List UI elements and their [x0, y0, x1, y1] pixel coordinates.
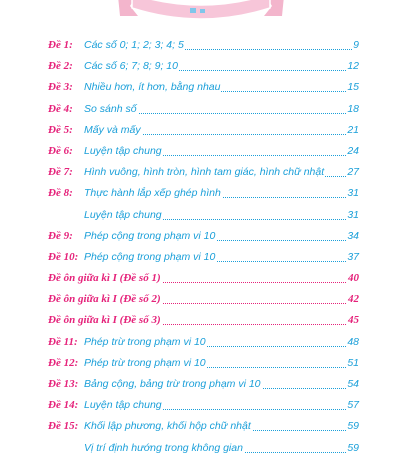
entry-page-number: 12 [346, 56, 359, 77]
ribbon-banner [118, 0, 284, 20]
entry-page-number: 40 [347, 268, 359, 289]
entry-page-number: 59 [346, 438, 359, 459]
entry-title: Đề ôn giữa kì I (Đề số 3) [48, 310, 162, 331]
entry-page-number: 18 [346, 99, 359, 120]
entry-title: Luyện tập chung [84, 395, 163, 416]
entry-label: Đề 2: [48, 60, 73, 73]
toc-entry[interactable] [0, 353, 400, 374]
entry-title: Khối lập phương, khối hộp chữ nhật [84, 416, 252, 437]
entry-title: Nhiều hơn, ít hơn, bằng nhau [84, 77, 221, 98]
entry-page-number: 37 [346, 247, 359, 268]
toc-entry[interactable] [0, 310, 400, 331]
entry-title: Vị trí định hướng trong không gian [84, 438, 244, 459]
toc-entry[interactable] [0, 416, 400, 437]
entry-title: Các số 0; 1; 2; 3; 4; 5 [84, 35, 185, 56]
entry-title: Bảng cộng, bảng trừ trong phạm vi 10 [84, 374, 262, 395]
toc-entry[interactable] [0, 226, 400, 247]
entry-page-number: 27 [346, 162, 359, 183]
entry-page-number: 59 [346, 416, 359, 437]
entry-title: Luyện tập chung [84, 141, 163, 162]
entry-page-number: 34 [346, 226, 359, 247]
entry-title: Đề ôn giữa kì I (Đề số 2) [48, 289, 162, 310]
entry-label: Đề 1: [48, 39, 73, 51]
toc-entry[interactable] [0, 162, 400, 183]
table-of-contents [0, 35, 400, 459]
toc-entry[interactable] [0, 99, 400, 120]
entry-page-number: 15 [346, 77, 359, 98]
toc-entry[interactable] [0, 268, 400, 289]
entry-title: Thực hành lắp xếp ghép hình [84, 183, 222, 204]
entry-title: Phép trừ trong phạm vi 10 [84, 353, 207, 374]
entry-title: Phép cộng trong phạm vi 10 [84, 247, 216, 268]
entry-label: Đề 5: [48, 123, 73, 136]
toc-entry[interactable] [0, 120, 400, 141]
entry-title: Đề ôn giữa kì I (Đề số 1) [48, 268, 162, 289]
toc-entry[interactable] [0, 141, 400, 162]
entry-page-number: 48 [346, 332, 359, 353]
entry-label: Đề 8: [48, 187, 73, 200]
toc-entry[interactable] [0, 289, 400, 310]
entry-title: Luyện tập chung [84, 205, 163, 226]
entry-page-number: 45 [347, 310, 359, 331]
entry-label: Đề 9: [48, 229, 73, 242]
toc-entry[interactable] [0, 183, 400, 204]
toc-entry[interactable] [0, 77, 400, 98]
entry-title: Hình vuông, hình tròn, hình tam giác, hình chữ nhật [84, 162, 325, 183]
entry-label: Đề 10: [48, 250, 79, 263]
entry-label: Đề 15: [48, 420, 79, 433]
entry-title: Mấy và mấy [84, 120, 142, 141]
entry-page-number: 21 [346, 120, 359, 141]
entry-label: Đề 12: [48, 356, 79, 369]
entry-page-number: 54 [346, 374, 359, 395]
entry-page-number: 31 [346, 205, 359, 226]
entry-label: Đề 11: [48, 335, 78, 348]
entry-label: Đề 3: [48, 81, 73, 94]
entry-label: Đề 7: [48, 166, 73, 179]
toc-entry[interactable] [0, 374, 400, 395]
toc-entry[interactable] [0, 247, 400, 268]
entry-page-number: 24 [346, 141, 359, 162]
entry-title: Phép trừ trong phạm vi 10 [84, 332, 207, 353]
entry-page-number: 31 [346, 183, 359, 204]
entry-label: Đề 14: [48, 399, 79, 412]
entry-page-number: 9 [352, 35, 359, 56]
toc-entry[interactable] [0, 332, 400, 353]
entry-label: Đề 13: [48, 378, 79, 390]
entry-page-number: 51 [346, 353, 359, 374]
toc-entry[interactable] [0, 395, 400, 416]
toc-entry[interactable] [0, 56, 400, 77]
entry-title: Các số 6; 7; 8; 9; 10 [84, 56, 179, 77]
toc-entry[interactable] [0, 35, 400, 56]
entry-page-number: 57 [346, 395, 359, 416]
entry-page-number: 42 [347, 289, 359, 310]
entry-title: So sánh số [84, 99, 138, 120]
entry-title: Phép cộng trong phạm vi 10 [84, 226, 216, 247]
toc-entry[interactable] [0, 205, 400, 226]
toc-entry[interactable] [0, 438, 400, 459]
entry-label: Đề 6: [48, 144, 73, 157]
entry-label: Đề 4: [48, 102, 73, 115]
